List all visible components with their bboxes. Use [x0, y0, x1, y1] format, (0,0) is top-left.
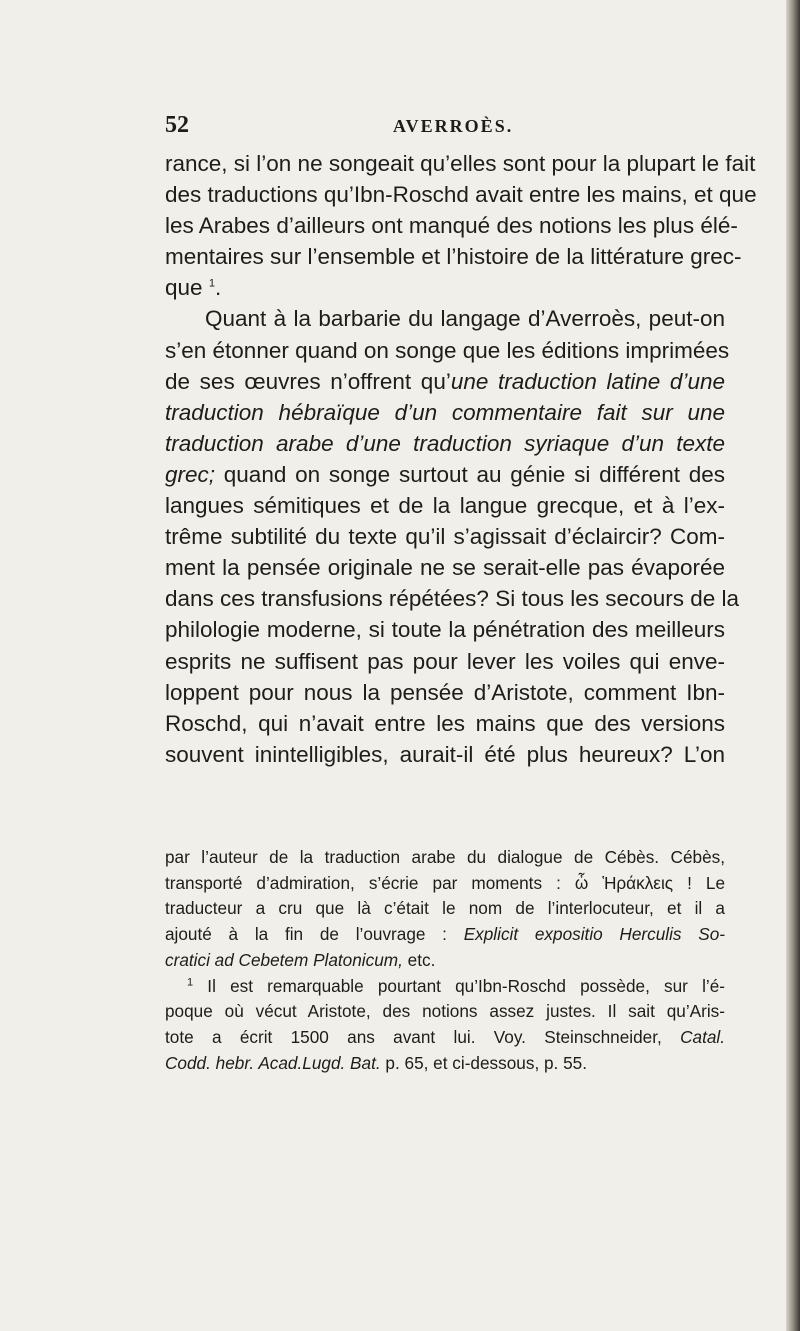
footnote-line — [165, 948, 725, 974]
italic-fragment: Explicit expositio Herculis So- — [463, 924, 725, 945]
text-line: les Arabes d’ailleurs ont manqué des notions les plus élé- — [165, 213, 738, 239]
footnotes — [165, 845, 725, 1076]
book-spine-shadow — [786, 0, 800, 1331]
text-line: loppent pour nous la pensée d’Aristote, comment Ibn- — [165, 679, 725, 705]
text-line: Roschd, qui n’avait entre les mains que des versions — [165, 710, 725, 736]
footnote-line: par l’auteur de la traduction arabe du dialogue de Cébès. Cébès, — [165, 847, 725, 867]
greek-fragment: ὦ Ἡράκλεις ! Le — [560, 872, 726, 893]
italic-fragment: Codd. hebr. Acad.Lugd. Bat. — [165, 1052, 381, 1073]
italic-fragment: cratici ad Cebetem Platonicum, — [165, 949, 403, 970]
footnote-line — [165, 974, 725, 1000]
text-line: mentaires sur l’ensemble et l’histoire de la littérature grec- — [165, 244, 742, 270]
footnote-line — [165, 871, 725, 897]
running-title: AVERROÈS. — [393, 116, 514, 136]
text-line: trême subtilité du texte qu’il s’agissait d’éclaircir? Com- — [165, 524, 725, 550]
footnote-reference: 1 — [208, 277, 215, 290]
italic-fragment: une traduction latine d’une — [450, 368, 725, 394]
footnote-line — [165, 1025, 725, 1051]
text-fragment: de ses œuvres n’offrent qu’ — [165, 368, 451, 394]
text-line: des traductions qu’Ibn-Roschd avait entre les mains, et que — [165, 182, 757, 208]
text-line: traduction hébraïque d’un commentaire fait sur une — [165, 399, 725, 425]
footnote-number: 1 — [187, 975, 194, 988]
text-line: rance, si l’on ne songeait qu’elles sont pour la plupart le fait — [165, 151, 756, 176]
text-line: philologie moderne, si toute la pénétration des meilleurs — [165, 617, 725, 643]
text-line — [165, 366, 725, 397]
text-line: ment la pensée originale ne se serait-elle pas évaporée — [165, 555, 725, 581]
footnote-line — [165, 1051, 725, 1077]
footnote-line: traducteur a cru que là c’était le nom de l’interlocuteur, et il a — [165, 898, 725, 919]
page-number: 52 — [165, 112, 189, 138]
italic-fragment: grec; — [165, 461, 216, 487]
text-fragment: quand on songe surtout au génie si différent des — [215, 461, 725, 487]
text-line: Quant à la barbarie du langage d’Averroès, peut-on — [205, 306, 725, 332]
text-fragment: ajouté à la fin de l’ouvrage : — [165, 924, 464, 945]
text-line: traduction arabe d’une traduction syriaque d’un texte — [165, 430, 725, 456]
main-text — [165, 148, 757, 770]
text-fragment: . — [214, 275, 222, 301]
text-fragment: Il est remarquable pourtant qu’Ibn-Roschd possède, sur l’é- — [193, 975, 725, 996]
text-fragment: tote a écrit 1500 ans avant lui. Voy. Steinschneider, — [165, 1026, 681, 1047]
italic-fragment: Catal. — [680, 1026, 725, 1047]
page-header — [165, 112, 725, 152]
text-line: langues sémitiques et de la langue grecque, et à l’ex- — [165, 493, 725, 519]
text-line — [165, 272, 725, 303]
text-line: dans ces transfusions répétées? Si tous les secours de la — [165, 586, 740, 612]
text-fragment: transporté d’admiration, s’écrie par moments : — [165, 872, 561, 893]
text-line: souvent inintelligibles, aurait-il été plus heureux? L’on — [165, 741, 725, 767]
text-fragment: que — [165, 275, 203, 301]
text-line: s’en étonner quand on songe que les éditions imprimées — [165, 337, 730, 363]
text-line — [165, 459, 725, 490]
text-fragment: p. 65, et ci-dessous, p. 55. — [380, 1052, 587, 1073]
text-line: esprits ne suffisent pas pour lever les voiles qui enve- — [165, 648, 725, 674]
footnote-line — [165, 922, 725, 948]
footnote-line: poque où vécut Aristote, des notions assez justes. Il sait qu’Aris- — [165, 1001, 725, 1022]
text-fragment: etc. — [402, 949, 436, 970]
